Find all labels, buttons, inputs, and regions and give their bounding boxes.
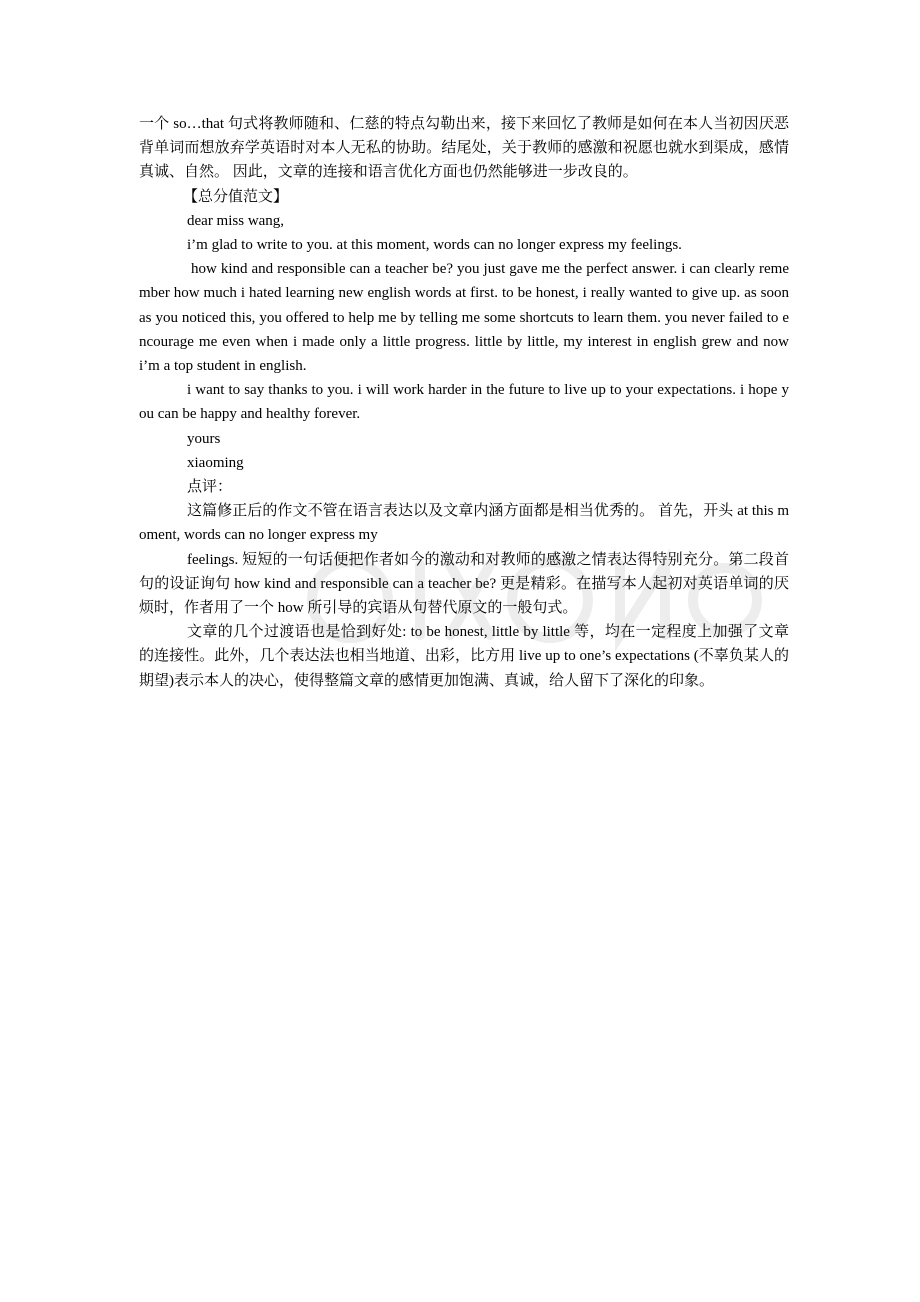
comment-heading: 点评： <box>187 479 233 496</box>
comment-paragraph-2: feelings. 短短的一句话便把作者如今的激动和对教师的感激之情表达得特别充分。第二段首句的设证询句 how kind and responsible can a teacher be? 更是精彩。在描写本人起初对英语单词的厌烦时，作者用了一个 how 所引导的宾语从句替代原文的一般句式。 <box>139 551 789 617</box>
document-body <box>139 112 789 693</box>
letter-signature: xiaoming <box>187 454 244 471</box>
comment-paragraph-3: 文章的几个过渡语也是恰到好处: to be honest, little by little 等，均在一定程度上加强了文章的连接性。此外，几个表达法也相当地道、出彩，比方用 live up to one’s expectations (不辜负某人的期望)表示本人的决心，使得整篇文章的感情更加饱满、真诚，给人留下了深化的印象。 <box>139 624 789 689</box>
letter-signoff: yours <box>187 430 221 447</box>
section-heading-model-essay: 【总分值范文】 <box>183 188 289 205</box>
letter-body: how kind and responsible can a teacher be? you just gave me the perfect answer. i can clearly remember how much i hated learning new english words at first. to be honest, i really wanted to give up. as soon as you noticed this, you offered to help me by telling me some shortcuts to learn them. you never failed to encourage me even when i made only a little progress. little by little, my interest in english grew and now i’m a top student in english. <box>139 261 789 375</box>
comment-paragraph-1: 这篇修正后的作文不管在语言表达以及文章内涵方面都是相当优秀的。 首先，开头 at this moment, words can no longer express my <box>139 503 789 544</box>
letter-closing: i want to say thanks to you. i will work harder in the future to live up to your expectations. i hope you can be happy and healthy forever. <box>139 382 789 423</box>
letter-opening: i’m glad to write to you. at this moment, words can no longer express my feelings. <box>187 237 682 254</box>
paragraph-intro-review: 一个 so…that 句式将教师随和、仁慈的特点勾勒出来，接下来回忆了教师是如何在本人当初因厌恶背单词而想放弃学英语时对本人无私的协助。结尾处，关于教师的感激和祝愿也就水到渠成，感情真诚、自然。 因此，文章的连接和语言优化方面也仍然能够进一步改良的。 <box>139 116 789 181</box>
letter-salutation: dear miss wang, <box>187 212 285 229</box>
